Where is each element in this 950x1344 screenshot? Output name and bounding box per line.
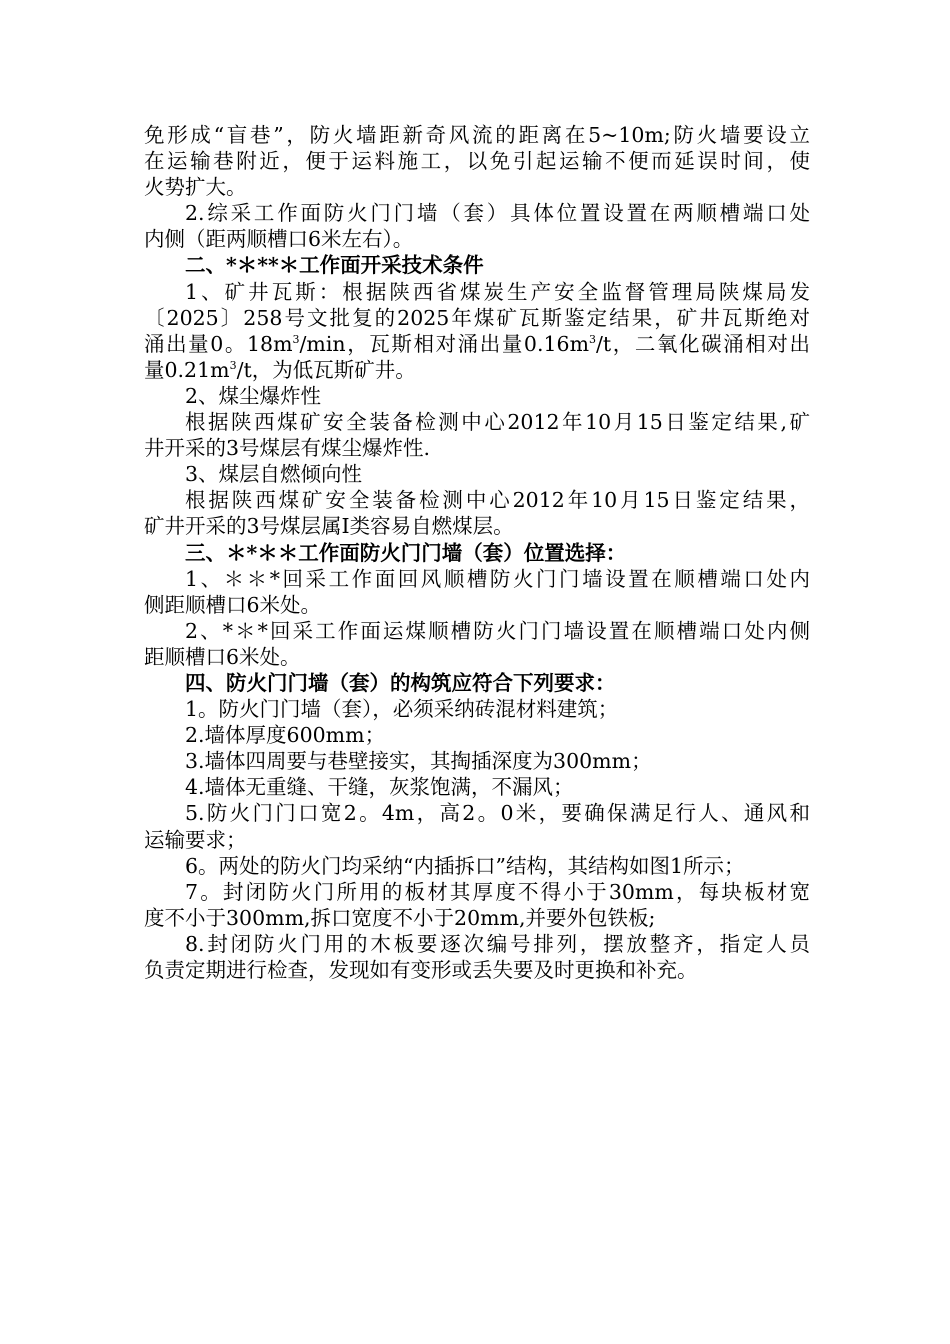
text-line: 涌出量0。$18m^3/\min$，瓦斯相对涌出量$0.16m^3/t$，二氧化碳涌相对出 xyxy=(144,331,810,356)
text-line: 7。封闭防火门所用的板材其厚度不得小于30mm，每块板材宽 xyxy=(185,879,810,904)
paragraph xyxy=(144,487,810,539)
paragraph xyxy=(144,566,810,618)
text-line: 火势扩大。 xyxy=(144,175,247,200)
text-line: 5.防火门门口宽2。4m，高2。0米，要确保满足行人、通风和 xyxy=(185,801,810,826)
text-line: 4.墙体无重缝、干缝，灰浆饱满，不漏风； xyxy=(185,775,574,800)
paragraph xyxy=(144,122,810,200)
paragraph xyxy=(144,461,810,487)
text-line: 1、矿井瓦斯：根据陕西省煤炭生产安全监督管理局陕煤局发 xyxy=(185,279,810,304)
text-line: 在运输巷附近，便于运料施工，以免引起运输不便而延误时间，使 xyxy=(144,149,810,174)
text-line: 免形成“盲巷”，防火墙距新奇风流的距离在5~10m;防火墙要设立 xyxy=(144,123,810,147)
paragraph xyxy=(144,800,810,852)
text-line: 1、＊＊*回采工作面回风顺槽防火门门墙设置在顺槽端口处内 xyxy=(185,566,810,591)
text-line: 1。防火门门墙（套），必须采纳砖混材料建筑； xyxy=(185,697,619,722)
text-line: 3.墙体四周要与巷壁接实，其掏插深度为300mm； xyxy=(185,749,652,774)
paragraph xyxy=(144,853,810,879)
paragraph xyxy=(144,383,810,409)
text-line: 矿井开采的3号煤层属Ⅰ类容易自燃煤层。 xyxy=(144,514,514,539)
text-line: 负责定期进行检查，发现如有变形或丢失要及时更换和补充。 xyxy=(144,958,698,982)
text-line: 四、防火门门墙（套）的构筑应符合下列要求： xyxy=(185,670,616,695)
text-line: 2、*＊*回采工作面运煤顺槽防火门门墙设置在顺槽端口处内侧 xyxy=(185,618,810,643)
text-line: 三、＊*＊＊工作面防火门门墙（套）位置选择： xyxy=(185,540,627,565)
paragraph xyxy=(144,409,810,461)
text-line: 距顺槽口6米处。 xyxy=(144,644,301,669)
text-line: 根据陕西煤矿安全装备检测中心2012年10月15日鉴定结果,矿 xyxy=(185,410,810,435)
text-line: 度不小于300mm,拆口宽度不小于20mm,并要外包铁板; xyxy=(144,905,656,930)
text-line: 6。两处的防火门均采纳“内插拆口”结构，其结构如图1所示； xyxy=(185,853,745,878)
text-line: 井开采的3号煤层有煤尘爆炸性. xyxy=(144,436,431,461)
paragraph xyxy=(144,748,810,774)
section-heading xyxy=(144,540,810,566)
paragraph xyxy=(144,200,810,252)
paragraph xyxy=(144,279,810,383)
paragraph xyxy=(144,879,810,931)
text-line: 量$0.21m^3/t$，为低瓦斯矿井。 xyxy=(144,357,416,382)
text-line: 根据陕西煤矿安全装备检测中心2012年10月15日鉴定结果， xyxy=(185,488,810,513)
paragraph xyxy=(144,618,810,670)
text-line: 二、*＊**＊工作面开采技术条件 xyxy=(185,253,484,278)
paragraph xyxy=(144,722,810,748)
text-line: 2、煤尘爆炸性 xyxy=(185,383,322,408)
text-line: 8.封闭防火门用的木板要逐次编号排列，摆放整齐，指定人员 xyxy=(185,931,810,956)
text-line: 内侧（距两顺槽口6米左右）。 xyxy=(144,227,414,252)
paragraph xyxy=(144,774,810,800)
paragraph xyxy=(144,696,810,722)
section-heading xyxy=(144,670,810,696)
text-line: 〔2025〕258号文批复的2025年煤矿瓦斯鉴定结果，矿井瓦斯绝对 xyxy=(144,305,810,330)
document-body xyxy=(144,122,810,983)
text-line: 运输要求； xyxy=(144,827,247,852)
text-line: 侧距顺槽口6米处。 xyxy=(144,592,322,617)
text-line: 2.综采工作面防火门门墙（套）具体位置设置在两顺槽端口处 xyxy=(185,201,810,226)
text-line: 3、煤层自燃倾向性 xyxy=(185,462,363,487)
section-heading xyxy=(144,252,810,278)
paragraph xyxy=(144,931,810,983)
text-line: 2.墙体厚度600mm； xyxy=(185,723,386,748)
